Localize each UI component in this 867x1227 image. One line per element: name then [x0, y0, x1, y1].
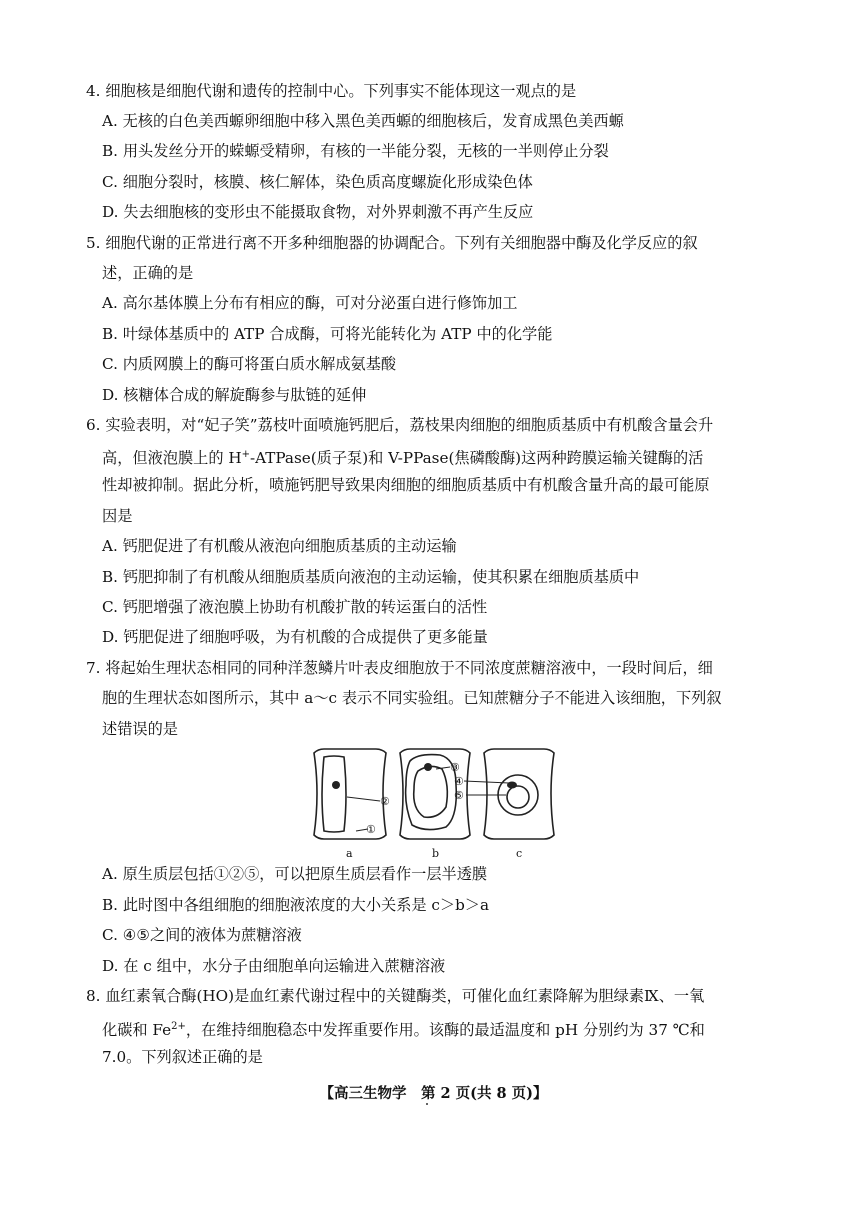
question-8-stem-line2: [102, 1016, 705, 1041]
question-4-option-b: B. 用头发丝分开的蝾螈受精卵，有核的一半能分裂，无核的一半则停止分裂: [102, 142, 609, 160]
question-6-stem-line4: 因是: [102, 507, 133, 525]
cell-wall-c: [484, 749, 554, 839]
label-3: ③: [450, 761, 460, 774]
label-4: ④: [454, 775, 464, 788]
question-5-option-a: A. 高尔基体膜上分布有相应的酶，可对分泌蛋白进行修饰加工: [102, 294, 518, 312]
question-4-option-c: C. 细胞分裂时，核膜、核仁解体，染色质高度螺旋化形成染色体: [102, 173, 533, 191]
question-6-stem-line2-part1: 高，但液泡膜上的 H: [102, 449, 242, 468]
cell-group-c: [484, 749, 554, 839]
question-7-stem-line3: 述错误的是: [102, 720, 178, 738]
question-8-stem-line2-part1: 化碳和 Fe: [102, 1021, 172, 1040]
question-7-option-b: B. 此时图中各组细胞的细胞液浓度的大小关系是 c＞b＞a: [102, 896, 490, 914]
question-7-option-c: C. ④⑤之间的液体为蔗糖溶液: [102, 926, 302, 944]
footer-dot: [426, 1103, 428, 1105]
page-footer: 【高三生物学 第 2 页(共 8 页)】: [319, 1085, 548, 1102]
question-5-option-c: C. 内质网膜上的酶可将蛋白质水解成氨基酸: [102, 355, 397, 373]
label-5: ⑤: [454, 789, 464, 802]
iron-superscript: 2+: [171, 1021, 186, 1032]
question-6-stem-line3: 性却被抑制。据此分析，喷施钙肥导致果肉细胞的细胞质基质中有机酸含量升高的最可能原: [102, 476, 710, 494]
question-6-option-b: B. 钙肥抑制了有机酸从细胞质基质向液泡的主动运输，使其积累在细胞质基质中: [102, 568, 640, 586]
question-7-option-d: D. 在 c 组中，水分子由细胞单向运输进入蔗糖溶液: [102, 957, 446, 975]
protoplast-a: [322, 756, 346, 832]
question-8-stem-line3: 7.0。下列叙述正确的是: [102, 1048, 263, 1066]
question-5-option-d: D. 核糖体合成的解旋酶参与肽链的延伸: [102, 386, 367, 404]
question-5-option-b: B. 叶绿体基质中的 ATP 合成酶，可将光能转化为 ATP 中的化学能: [102, 325, 553, 343]
question-6-stem-line2-part2: -ATPase(质子泵)和 V-PPase(焦磷酸酶)这两种跨膜运输关键酶的活: [249, 449, 704, 468]
vacuole-b: [414, 766, 448, 817]
question-6-option-c: C. 钙肥增强了液泡膜上协助有机酸扩散的转运蛋白的活性: [102, 598, 488, 616]
proton-superscript: +: [241, 449, 250, 460]
question-7-stem-line1: 7. 将起始生理状态相同的同种洋葱鳞片叶表皮细胞放于不同浓度蔗糖溶液中，一段时间后，细: [86, 659, 713, 677]
question-8-stem-line2-part2: ，在维持细胞稳态中发挥重要作用。该酶的最适温度和 pH 分别约为 37 ℃和: [185, 1021, 705, 1040]
plasmolysis-cell-diagram: [300, 745, 560, 863]
question-7-stem-line2: 胞的生理状态如图所示，其中 a～c 表示不同实验组。已知蔗糖分子不能进入该细胞，下列叙: [102, 689, 722, 707]
question-4-stem: 4. 细胞核是细胞代谢和遗传的控制中心。下列事实不能体现这一观点的是: [86, 82, 577, 100]
question-6-stem-line2: [102, 444, 703, 469]
group-label-c: c: [516, 847, 523, 860]
group-label-b: b: [432, 847, 440, 860]
question-7-option-a: A. 原生质层包括①②⑤，可以把原生质层看作一层半透膜: [102, 865, 488, 883]
question-6-option-a: A. 钙肥促进了有机酸从液泡向细胞质基质的主动运输: [102, 537, 457, 555]
question-5-stem-line1: 5. 细胞代谢的正常进行离不开多种细胞器的协调配合。下列有关细胞器中酶及化学反应的叙: [86, 234, 698, 252]
question-6-stem-line1: 6. 实验表明，对“妃子笑”荔枝叶面喷施钙肥后，荔枝果肉细胞的细胞质基质中有机酸含量会升: [86, 416, 714, 434]
question-5-stem-line2: 述，正确的是: [102, 264, 194, 282]
question-4-option-a: A. 无核的白色美西螈卵细胞中移入黑色美西螈的细胞核后，发育成黑色美西螈: [102, 112, 624, 130]
vacuole-c: [507, 786, 529, 808]
group-label-a: a: [346, 847, 353, 860]
question-8-stem-line1: 8. 血红素氧合酶(HO)是血红素代谢过程中的关键酶类，可催化血红素降解为胆绿素Ⅸ、一氧: [86, 987, 705, 1005]
label-2: ②: [380, 795, 390, 808]
question-4-option-d: D. 失去细胞核的变形虫不能摄取食物，对外界刺激不再产生反应: [102, 203, 534, 221]
label-1: ①: [366, 823, 376, 836]
question-6-option-d: D. 钙肥促进了细胞呼吸，为有机酸的合成提供了更多能量: [102, 628, 488, 646]
